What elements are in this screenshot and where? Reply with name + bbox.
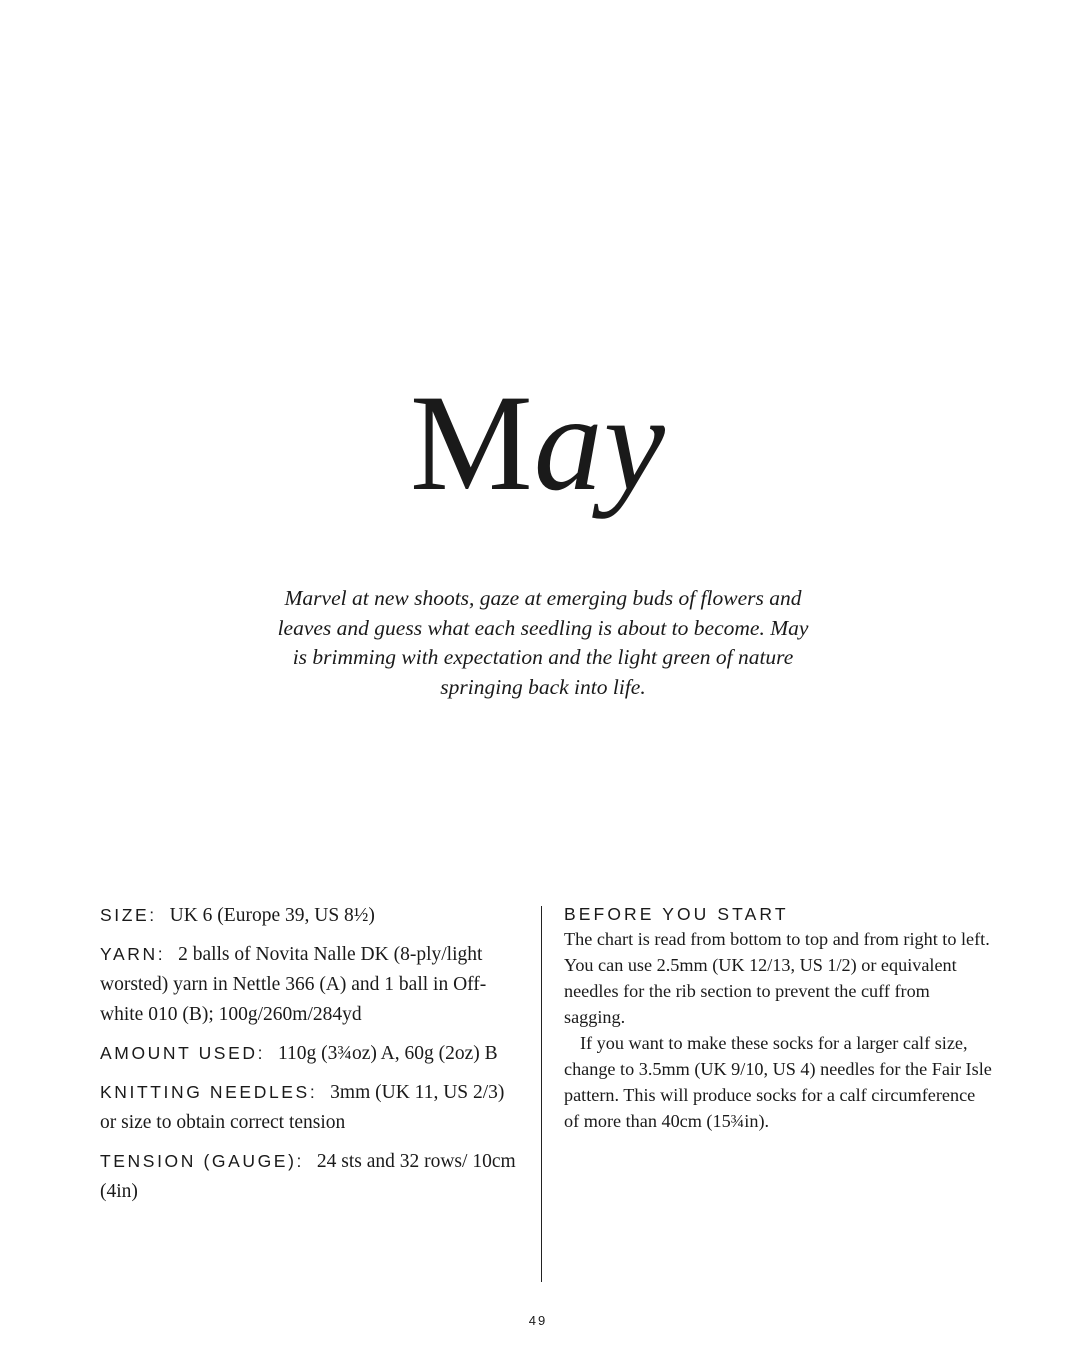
page-title-first-letter: M xyxy=(410,366,534,519)
spec-value: 110g (3¾oz) A, 60g (2oz) B xyxy=(277,1043,498,1064)
intro-text: Marvel at new shoots, gaze at emerging buds of flowers and leaves and guess what each seedling is about to become. May is brimming with expectation and the light green of nature springing back into life. xyxy=(277,586,809,699)
spec-label: AMOUNT USED: xyxy=(100,1043,266,1063)
page-title-rest: ay xyxy=(533,366,666,519)
spec-size xyxy=(100,900,520,931)
spec-amount-used xyxy=(100,1038,520,1069)
column-divider xyxy=(541,906,542,1282)
spec-label: YARN: xyxy=(100,944,166,964)
paragraph: If you want to make these socks for a larger calf size, change to 3.5mm (UK 9/10, US 4) needles for the Fair Isle pattern. This will produce socks for a calf circumference of more than 40cm (15¾in). xyxy=(564,1033,992,1131)
spec-knitting-needles xyxy=(100,1077,520,1138)
spec-label: SIZE: xyxy=(100,905,157,925)
spec-value: 24 sts and 32 rows/ 10cm (4in) xyxy=(100,1151,516,1202)
section-heading: BEFORE YOU START xyxy=(564,904,789,924)
spec-yarn xyxy=(100,939,520,1030)
specs-column xyxy=(100,900,520,1215)
spec-value: 2 balls of Novita Nalle DK (8-ply/light worsted) yarn in Nettle 366 (A) and 1 ball in Off-white 010 (B); 100g/260m/284yd xyxy=(100,944,487,1025)
paragraph: The chart is read from bottom to top and from right to left. You can use 2.5mm (UK 12/13, US 1/2) or equivalent needles for the rib section to prevent the cuff from sagging. xyxy=(564,929,990,1027)
page-title xyxy=(0,368,1076,518)
spec-label: KNITTING NEEDLES: xyxy=(100,1082,318,1102)
spec-value: UK 6 (Europe 39, US 8½) xyxy=(169,905,375,926)
spec-tension xyxy=(100,1146,520,1207)
page-number: 49 xyxy=(528,1313,548,1328)
spec-value: 3mm (UK 11, US 2/3) or size to obtain correct tension xyxy=(100,1082,505,1133)
before-you-start-section xyxy=(564,902,994,1134)
spec-label: TENSION (GAUGE): xyxy=(100,1151,304,1171)
